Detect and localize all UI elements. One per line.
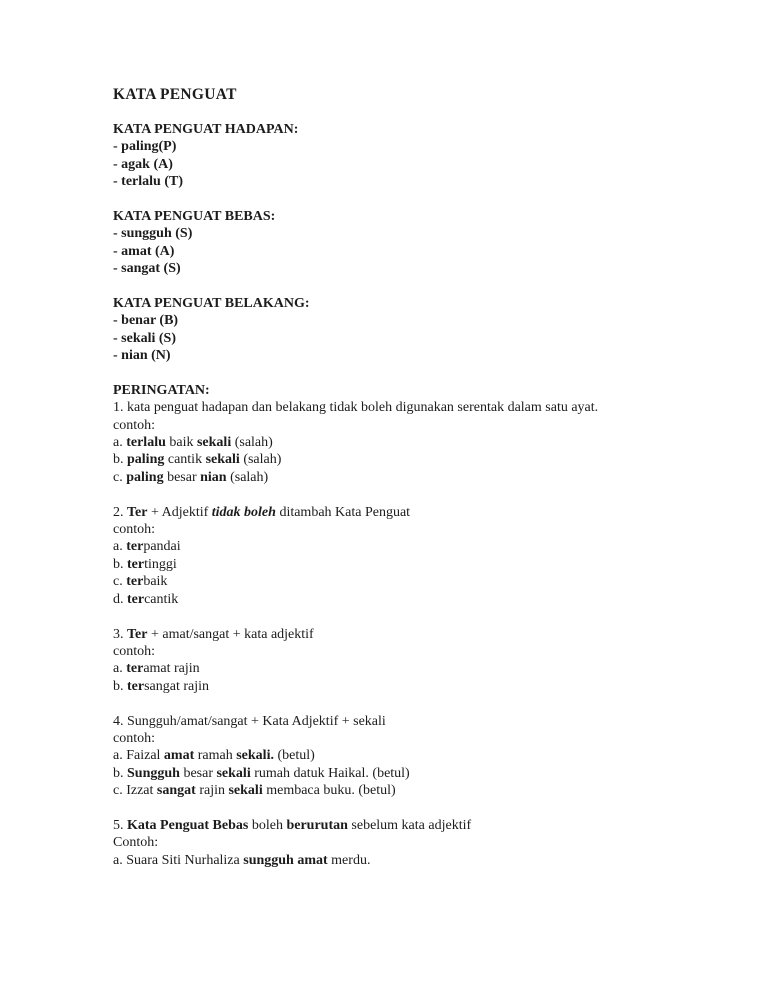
text-run: tinggi <box>144 556 177 572</box>
text-run: sangat rajin <box>144 678 210 694</box>
text-run: ter <box>127 678 145 694</box>
text-run: sangat <box>156 783 196 799</box>
text-run: nian <box>200 469 227 485</box>
text-run: paling <box>126 469 164 485</box>
text-run: tidak boleh <box>211 504 276 520</box>
text-run: a. <box>113 539 127 555</box>
text-line <box>113 225 673 242</box>
text-run: cantik <box>164 452 206 468</box>
text-run: ditambah Kata Penguat <box>275 504 411 520</box>
text-run: boleh <box>248 817 287 833</box>
text-line <box>113 260 673 277</box>
text-line <box>113 678 673 695</box>
text-line <box>113 312 673 329</box>
text-run: KATA PENGUAT BELAKANG: <box>113 295 310 311</box>
text-line <box>113 713 673 730</box>
text-line <box>113 347 673 364</box>
text-run: ramah <box>194 748 237 764</box>
text-line <box>113 834 673 851</box>
text-line <box>113 417 673 434</box>
text-line <box>113 660 673 677</box>
text-run: KATA PENGUAT HADAPAN: <box>113 121 299 137</box>
text-run: - benar (B) <box>113 313 179 329</box>
text-line <box>113 730 673 747</box>
text-run: - paling(P) <box>113 139 177 155</box>
text-line <box>113 138 673 155</box>
text-run: c. Izzat <box>113 783 157 799</box>
text-run: b. <box>113 556 127 572</box>
text-run: a. Faizal <box>113 748 164 764</box>
text-line <box>113 451 673 468</box>
text-run: baik <box>143 574 168 590</box>
text-run: 3. <box>113 626 127 642</box>
text-run: a. <box>113 435 127 451</box>
text-run: 4. Sungguh/amat/sangat + Kata Adjektif + sekali <box>113 713 386 729</box>
text-run: ter <box>127 556 145 572</box>
text-run: Ter <box>127 504 148 520</box>
text-run: contoh: <box>113 643 155 659</box>
text-run: cantik <box>144 591 179 607</box>
text-line <box>113 469 673 486</box>
text-run: baik <box>165 435 197 451</box>
text-run: - sekali (S) <box>113 330 176 346</box>
text-line <box>113 573 673 590</box>
text-run: pandai <box>143 539 181 555</box>
text-run: rumah datuk Haikal. (betul) <box>250 765 410 781</box>
text-run: sekali <box>205 452 240 468</box>
text-run: - amat (A) <box>113 243 175 259</box>
text-line <box>113 86 673 103</box>
text-run: a. <box>113 661 127 677</box>
section-peringatan-2 <box>113 504 673 608</box>
text-run: rajin <box>195 783 229 799</box>
text-run: Kata Penguat Bebas <box>127 817 249 833</box>
text-line <box>113 782 673 799</box>
section-kata-penguat-bebas <box>113 208 673 278</box>
text-run: b. <box>113 678 127 694</box>
text-run: ter <box>126 574 144 590</box>
text-line <box>113 121 673 138</box>
text-run: contoh: <box>113 522 155 538</box>
text-run: c. <box>113 469 127 485</box>
section-peringatan-3 <box>113 626 673 696</box>
text-run: sekali <box>228 783 263 799</box>
text-line <box>113 591 673 608</box>
text-run: sekali <box>216 765 251 781</box>
text-run: - sangat (S) <box>113 261 181 277</box>
text-run: paling <box>127 452 165 468</box>
text-line <box>113 382 673 399</box>
text-run: contoh: <box>113 730 155 746</box>
section-peringatan-4 <box>113 713 673 800</box>
text-run: 1. kata penguat hadapan dan belakang tidak boleh digunakan serentak dalam satu ayat. <box>113 400 599 416</box>
text-run: contoh: <box>113 417 155 433</box>
text-line <box>113 295 673 312</box>
text-run: KATA PENGUAT BEBAS: <box>113 208 276 224</box>
text-run: + amat/sangat + kata adjektif <box>147 626 314 642</box>
text-run: - sungguh (S) <box>113 226 193 242</box>
document-body <box>113 86 673 869</box>
text-line <box>113 243 673 260</box>
text-run: 5. <box>113 817 127 833</box>
section-kata-penguat-hadapan <box>113 121 673 191</box>
text-run: b. <box>113 452 127 468</box>
text-run: sungguh amat <box>243 852 328 868</box>
text-line <box>113 538 673 555</box>
text-run: d. <box>113 591 127 607</box>
text-run: amat <box>163 748 195 764</box>
text-line <box>113 765 673 782</box>
text-line <box>113 521 673 538</box>
text-run: amat rajin <box>143 661 200 677</box>
text-line <box>113 504 673 521</box>
text-line <box>113 626 673 643</box>
text-run: besar <box>163 469 201 485</box>
text-line <box>113 399 673 416</box>
text-line <box>113 556 673 573</box>
text-run: PERINGATAN: <box>113 382 210 398</box>
text-run: merdu. <box>327 852 371 868</box>
text-run: Contoh: <box>113 835 159 851</box>
text-run: berurutan <box>286 817 348 833</box>
text-run: membaca buku. (betul) <box>262 783 396 799</box>
text-run: sekali. <box>236 748 274 764</box>
text-run: - nian (N) <box>113 348 171 364</box>
text-run: KATA PENGUAT <box>113 86 237 103</box>
text-line <box>113 156 673 173</box>
section-peringatan-1 <box>113 382 673 486</box>
text-run: (betul) <box>273 748 315 764</box>
text-line <box>113 173 673 190</box>
text-run: sebelum kata adjektif <box>347 817 472 833</box>
text-line <box>113 208 673 225</box>
text-run: c. <box>113 574 127 590</box>
text-run: - terlalu (T) <box>113 174 183 190</box>
doc-title <box>113 86 673 103</box>
text-line <box>113 852 673 869</box>
text-run: a. Suara Siti Nurhaliza <box>113 852 244 868</box>
text-line <box>113 434 673 451</box>
text-run: 2. <box>113 504 127 520</box>
text-run: terlalu <box>126 435 166 451</box>
text-run: Ter <box>127 626 148 642</box>
text-line <box>113 643 673 660</box>
text-run: ter <box>126 539 144 555</box>
text-run: sekali <box>196 435 232 451</box>
text-run: (salah) <box>231 435 273 451</box>
text-run: ter <box>127 591 145 607</box>
text-run: + Adjektif <box>147 504 212 520</box>
text-line <box>113 330 673 347</box>
text-run: Sungguh <box>127 765 180 781</box>
text-run: besar <box>179 765 217 781</box>
text-run: ter <box>126 661 144 677</box>
text-line <box>113 747 673 764</box>
text-line <box>113 817 673 834</box>
section-peringatan-5 <box>113 817 673 869</box>
text-run: (salah) <box>226 469 269 485</box>
text-run: - agak (A) <box>113 156 173 172</box>
section-kata-penguat-belakang <box>113 295 673 365</box>
text-run: (salah) <box>239 452 282 468</box>
text-run: b. <box>113 765 127 781</box>
